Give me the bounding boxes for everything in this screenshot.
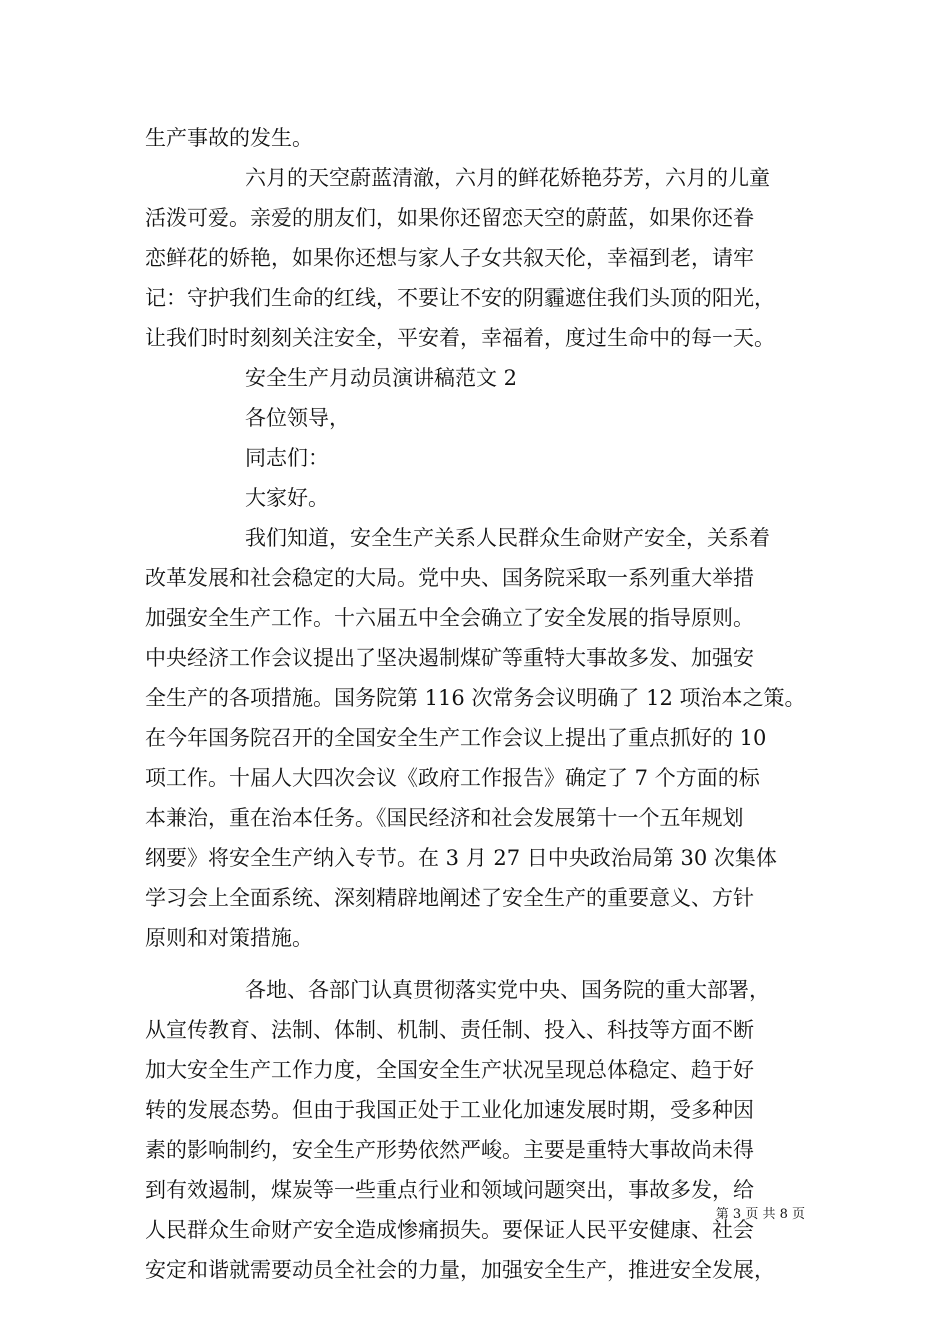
text-line: 学习会上全面系统、深刻精辟地阐述了安全生产的重要意义、方针 — [145, 886, 754, 910]
text-line: 加大安全生产工作力度，全国安全生产状况呈现总体稳定、趋于好 — [145, 1058, 754, 1082]
salutation: 同志们： — [245, 446, 329, 470]
text-line: 我们知道，安全生产关系人民群众生命财产安全，关系着 — [245, 526, 770, 550]
page-number: 第 3 页 共 8 页 — [715, 1207, 805, 1222]
text-line: 活泼可爱。亲爱的朋友们，如果你还留恋天空的蔚蓝，如果你还眷 — [145, 206, 754, 230]
text-line: 六月的天空蔚蓝清澈，六月的鲜花娇艳芬芳，六月的儿童 — [245, 166, 770, 190]
text-line: 纲要》将安全生产纳入专节。在 3 月 27 日中央政治局第 30 次集体 — [145, 846, 777, 870]
text-line: 在今年国务院召开的全国安全生产工作会议上提出了重点抓好的 10 — [145, 726, 767, 750]
text-line: 让我们时时刻刻关注安全，平安着，幸福着，度过生命中的每一天。 — [145, 326, 775, 350]
text-line: 到有效遏制，煤炭等一些重点行业和领域问题突出，事故多发，给 — [145, 1178, 754, 1202]
text-line: 本兼治，重在治本任务。《国民经济和社会发展第十一个五年规划 — [145, 806, 744, 830]
text-line: 中央经济工作会议提出了坚决遏制煤矿等重特大事故多发、加强安 — [145, 646, 754, 670]
text-line: 从宣传教育、法制、体制、机制、责任制、投入、科技等方面不断 — [145, 1018, 754, 1042]
body-text — [145, 118, 825, 1290]
text-line: 安定和谐就需要动员全社会的力量，加强安全生产，推进安全发展， — [145, 1258, 775, 1282]
text-line: 项工作。十届人大四次会议《政府工作报告》确定了 7 个方面的标 — [145, 766, 760, 790]
text-line: 各地、各部门认真贯彻落实党中央、国务院的重大部署， — [245, 978, 770, 1002]
text-line: 加强安全生产工作。十六届五中全会确立了安全发展的指导原则。 — [145, 606, 754, 630]
paragraph-gap — [145, 958, 825, 970]
text-line: 原则和对策措施。 — [145, 926, 313, 950]
text-line: 改革发展和社会稳定的大局。党中央、国务院采取一系列重大举措 — [145, 566, 754, 590]
text-line: 转的发展态势。但由于我国正处于工业化加速发展时期，受多种因 — [145, 1098, 754, 1122]
text-line: 生产事故的发生。 — [145, 126, 313, 150]
text-line: 恋鲜花的娇艳，如果你还想与家人子女共叙天伦，幸福到老，请牢 — [145, 246, 754, 270]
text-line: 人民群众生命财产安全造成惨痛损失。要保证人民平安健康、社会 — [145, 1218, 754, 1242]
text-line: 记：守护我们生命的红线，不要让不安的阴霾遮住我们头顶的阳光， — [145, 286, 775, 310]
text-line: 全生产的各项措施。国务院第 116 次常务会议明确了 12 项治本之策。 — [145, 686, 806, 710]
salutation: 各位领导， — [245, 406, 350, 430]
text-line: 素的影响制约，安全生产形势依然严峻。主要是重特大事故尚未得 — [145, 1138, 754, 1162]
section-title: 安全生产月动员演讲稿范文 2 — [245, 366, 518, 390]
greeting: 大家好。 — [245, 486, 329, 510]
